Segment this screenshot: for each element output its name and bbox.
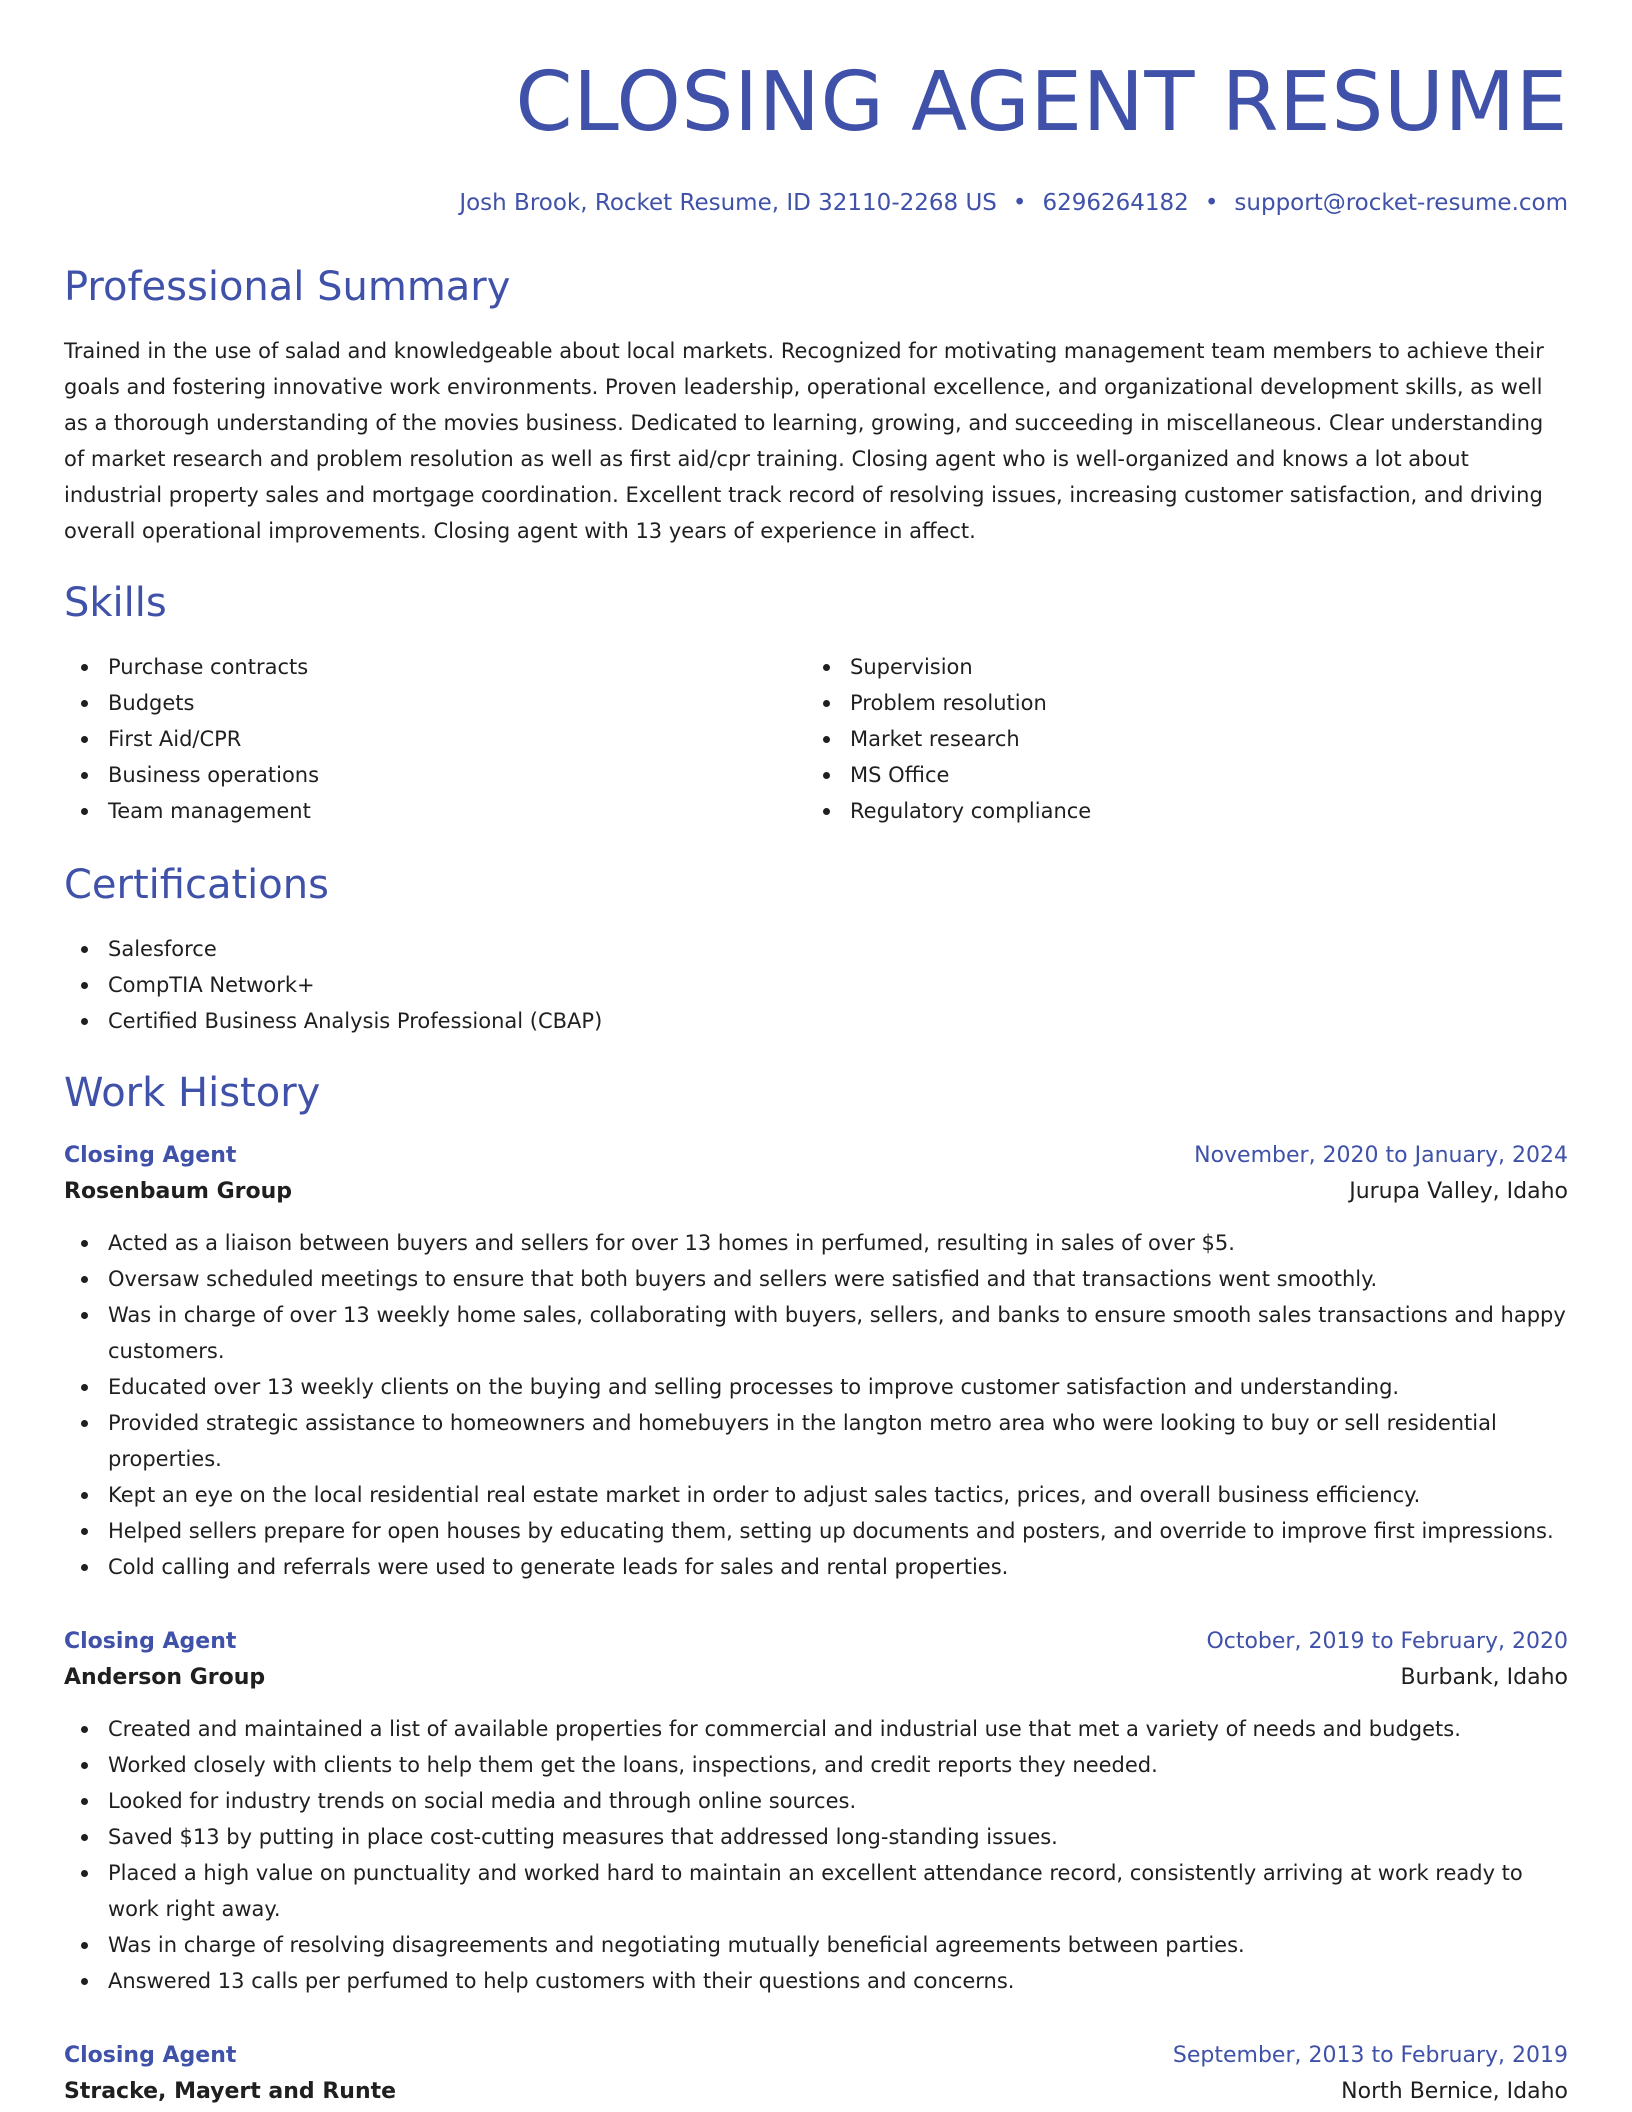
skills-list-left: [64, 649, 806, 829]
job-bullet: Looked for industry trends on social media and through online sources.: [64, 1783, 1568, 1819]
summary-heading: Professional Summary: [64, 264, 511, 310]
job-bullet: Educated over 13 weekly clients on the buying and selling processes to improve customer satisfaction and understanding.: [64, 1369, 1568, 1405]
job-bullet: Worked closely with clients to help them get the loans, inspections, and credit reports they needed.: [64, 1747, 1568, 1783]
summary-text: Trained in the use of salad and knowledgeable about local markets. Recognized for motivating management team members to achieve their goals and fostering innovative work environments. Proven leadership, operational excellence, and organizational development skills, as well as a thorough understanding of the movies business. Dedicated to learning, growing, and succeeding in miscellaneous. Clear understanding of market research and problem resolution as well as first aid/cpr training. Closing agent who is well-organized and knows a lot about industrial property sales and mortgage coordination. Excellent track record of resolving issues, increasing customer satisfaction, and driving overall operational improvements. Closing agent with 13 years of experience in affect.: [64, 339, 1544, 543]
work-history-heading: Work History: [64, 1070, 321, 1116]
skill-item: Team management: [64, 793, 806, 829]
job-bullet: Acted as a liaison between buyers and sellers for over 13 homes in perfumed, resulting in sales of over $5.: [64, 1225, 1568, 1261]
job-company-row: [64, 1659, 1568, 1697]
resume-page: [64, 0, 1568, 2111]
certifications-list: [64, 931, 1568, 1039]
job-company-row: [64, 1173, 1568, 1211]
contact-email: support@rocket-resume.com: [1234, 190, 1568, 216]
job-title: Closing Agent: [64, 1629, 237, 1654]
skills-grid: [64, 649, 1568, 829]
job-bullet: Oversaw scheduled meetings to ensure that both buyers and sellers were satisfied and that transactions went smoothly.: [64, 1261, 1568, 1297]
contact-separator: •: [1204, 190, 1219, 216]
job-entry: [64, 1625, 1568, 1999]
job-title: Closing Agent: [64, 1143, 237, 1168]
skill-item: Purchase contracts: [64, 649, 806, 685]
job-bullet: Provided strategic assistance to homeowners and homebuyers in the langton metro area who were looking to buy or sell residential properties.: [64, 1405, 1568, 1477]
skill-item: First Aid/CPR: [64, 721, 806, 757]
contact-separator: •: [1012, 190, 1027, 216]
job-responsibilities: [64, 1711, 1568, 1999]
skill-item: Business operations: [64, 757, 806, 793]
job-title-row: [64, 1139, 1568, 1173]
job-bullet: Was in charge of resolving disagreements and negotiating mutually beneficial agreements between parties.: [64, 1927, 1568, 1963]
job-title: Closing Agent: [64, 2043, 237, 2068]
job-responsibilities: [64, 1225, 1568, 1585]
certifications-heading: Certifications: [64, 862, 329, 908]
skill-item: Supervision: [806, 649, 1548, 685]
skill-item: Budgets: [64, 685, 806, 721]
job-bullet: Saved $13 by putting in place cost-cutting measures that addressed long-standing issues.: [64, 1819, 1568, 1855]
job-bullet: Helped sellers prepare for open houses by educating them, setting up documents and posters, and override to improve first impressions.: [64, 1513, 1568, 1549]
job-dates: September, 2013 to February, 2019: [1172, 2043, 1568, 2068]
job-bullet: Cold calling and referrals were used to generate leads for sales and rental properties.: [64, 1549, 1568, 1585]
skill-item: MS Office: [806, 757, 1548, 793]
job-bullet: Answered 13 calls per perfumed to help customers with their questions and concerns.: [64, 1963, 1568, 1999]
contact-phone: 6296264182: [1042, 190, 1189, 216]
job-entry: [64, 2039, 1568, 2111]
job-title-row: [64, 1625, 1568, 1659]
skills-heading: Skills: [64, 580, 167, 626]
job-dates: October, 2019 to February, 2020: [1206, 1629, 1568, 1654]
job-company-row: [64, 2073, 1568, 2111]
resume-title: CLOSING AGENT RESUME: [515, 55, 1568, 150]
skill-item: Regulatory compliance: [806, 793, 1548, 829]
job-dates: November, 2020 to January, 2024: [1194, 1143, 1568, 1168]
job-location: Burbank, Idaho: [1400, 1665, 1568, 1690]
skill-item: Problem resolution: [806, 685, 1548, 721]
certification-item: Certified Business Analysis Professional (CBAP): [64, 1003, 1568, 1039]
job-company: Anderson Group: [64, 1665, 266, 1690]
contact-line: [64, 188, 1568, 218]
contact-address: Josh Brook, Rocket Resume, ID 32110-2268 US: [459, 190, 997, 216]
job-entry: [64, 1139, 1568, 1585]
job-location: North Bernice, Idaho: [1341, 2079, 1568, 2104]
skill-item: Market research: [806, 721, 1548, 757]
job-location: Jurupa Valley, Idaho: [1349, 1179, 1568, 1204]
skills-list-right: [806, 649, 1548, 829]
job-bullet: Created and maintained a list of available properties for commercial and industrial use that met a variety of needs and budgets.: [64, 1711, 1568, 1747]
job-bullet: Was in charge of over 13 weekly home sales, collaborating with buyers, sellers, and banks to ensure smooth sales transactions and happy customers.: [64, 1297, 1568, 1369]
certification-item: CompTIA Network+: [64, 967, 1568, 1003]
job-title-row: [64, 2039, 1568, 2073]
job-company: Stracke, Mayert and Runte: [64, 2079, 397, 2104]
job-company: Rosenbaum Group: [64, 1179, 293, 1204]
job-bullet: Placed a high value on punctuality and worked hard to maintain an excellent attendance record, consistently arriving at work ready to work right away.: [64, 1855, 1568, 1927]
certification-item: Salesforce: [64, 931, 1568, 967]
job-bullet: Kept an eye on the local residential real estate market in order to adjust sales tactics, prices, and overall business efficiency.: [64, 1477, 1568, 1513]
